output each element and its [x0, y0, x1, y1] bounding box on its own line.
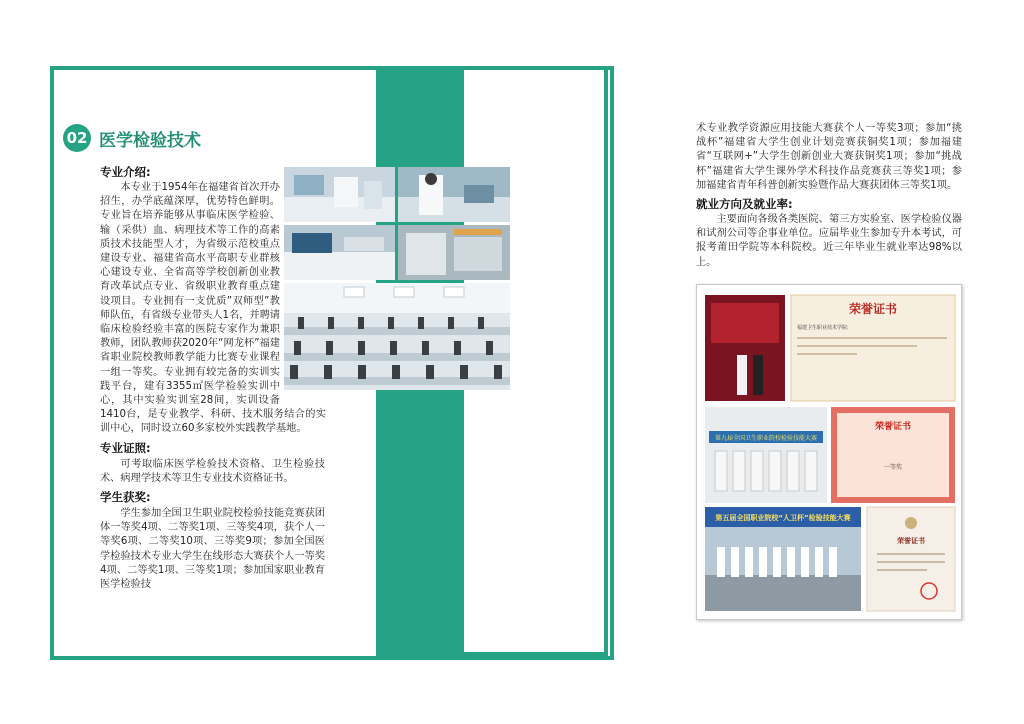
honor-certificate-title: 荣誉证书 — [848, 302, 898, 316]
awards-photos — [697, 285, 961, 619]
red-certificate-title: 荣誉证书 — [874, 422, 912, 432]
awards-text-left: 学生参加全国卫生职业院校检验技能竞赛获团体一等奖4项、二等奖1项、三等奖4项，获个人一等奖6项、二等奖10项、三等奖9项；参加全国医学检验技术专业大学生在线形态大赛获个人一等奖4项、二等奖1项、三等奖1项；参加国家职业教育医学检验技 — [100, 508, 325, 591]
group-banner-text: 第五届全国职业院校“人卫杯”检验技能大赛 — [715, 514, 851, 522]
awards-heading: 学生获奖: — [100, 490, 151, 504]
awards-photo-collage — [696, 284, 962, 620]
employment-text: 主要面向各级各类医院、第三方实验室、医学检验仪器和试剂公司等企事业单位。应届毕业生参加专升本考试，可报考莆田学院等本科院校。近三年毕业生就业率达98%以上。 — [696, 214, 962, 268]
section-title: 医学检验技术 — [99, 130, 201, 151]
employment-heading: 就业方向及就业率: — [696, 197, 793, 211]
lab-photos-collage — [284, 167, 510, 390]
red-certificate-prize: 一等奖 — [883, 464, 903, 471]
certificate-text: 可考取临床医学检验技术资格、卫生检验技术、病理学技术等卫生专业技术资格证书。 — [100, 459, 325, 485]
small-certificate-title: 荣誉证书 — [897, 536, 925, 545]
intro-text: 本专业于1954年在福建省首次开办招生，办学底蕴深厚，优势特色鲜明。专业旨在培养能够从事临床医学检验、输（采供）血、病理技术等工作的高素质技术技能型人才，为省级示范校重点建设专业、福建省高水平高职专业群核心建设专业、全省高等学校创新创业教育改革试点专业、省级职业教育重点建设项目。专业拥有一支优质”双师型”教师队伍，有省级专业带头人1名，并聘请临床检验经验丰富的医院专家作为兼职教师，团队教师获2020年“网龙杯”福建省职业院校教师教学能力比赛专业课程一组一等奖。专业拥有较完备的实训实践平台，建有3355㎡医学检验实训中心，其中实验实训室28间，实训设备1410台，是专业教学、科研、技术服务结合的实训中心，同时设立60多家校外实践教学基地。 — [100, 182, 326, 435]
certificate-heading: 专业证照: — [100, 441, 151, 455]
section-number-badge: 02 — [63, 124, 91, 152]
section-heading — [63, 124, 201, 152]
awards-text-right: 术专业教学资源应用技能大赛获个人一等奖3项；参加“挑战杯”福建省大学生创业计划竞赛获铜奖1项；参加福建省“互联网+”大学生创新创业大赛获铜奖1项；参加“挑战杯”福建省大学生课外学术科技作品竞赛获三等奖1项；参加福建省青年科普创新实验暨作品大赛获团体三等奖1项。 — [696, 123, 962, 191]
intro-heading: 专业介绍: — [100, 165, 151, 179]
honor-certificate-text: 福建卫生职业技术学院: — [797, 325, 849, 331]
team-banner-text: 第九届全国卫生职业院校检验技能大赛 — [714, 435, 818, 442]
lab-photos — [284, 167, 510, 390]
